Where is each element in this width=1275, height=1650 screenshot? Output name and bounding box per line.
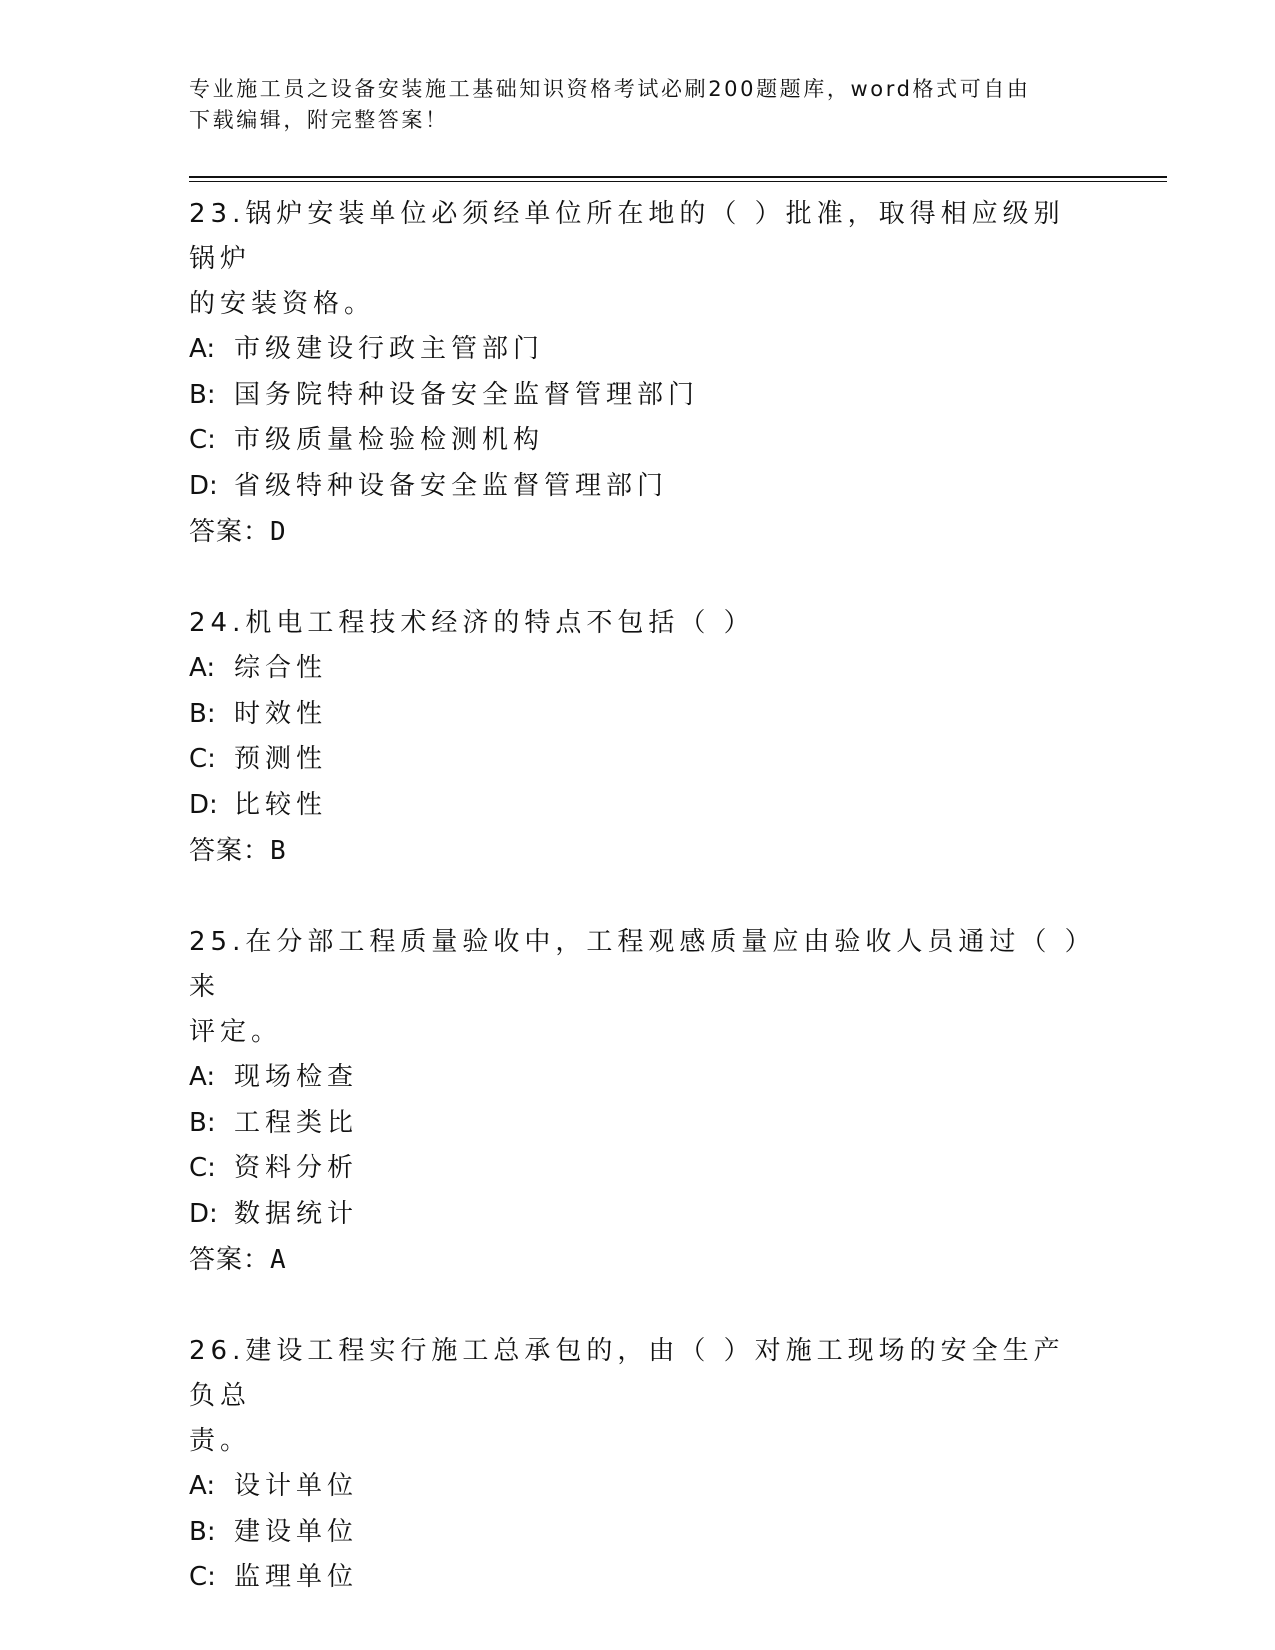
question-stem-line-1: 24.机电工程技术经济的特点不包括（ ） bbox=[189, 608, 755, 638]
answer-value: B bbox=[270, 836, 287, 866]
option-text: 省级特种设备安全监督管理部门 bbox=[234, 470, 669, 501]
question-23 bbox=[189, 192, 1089, 555]
option-text: 国务院特种设备安全监督管理部门 bbox=[234, 379, 700, 410]
header-divider-thin bbox=[189, 181, 1167, 182]
option-letter: D: bbox=[189, 789, 218, 820]
question-stem bbox=[189, 920, 1089, 1055]
option-text: 建设单位 bbox=[234, 1516, 359, 1547]
option-text: 综合性 bbox=[234, 653, 328, 683]
option-letter: B: bbox=[189, 1516, 216, 1547]
question-stem-line-1: 23.锅炉安装单位必须经单位所在地的（ ）批准，取得相应级别锅炉 bbox=[189, 199, 1065, 274]
answer-label: 答案： bbox=[189, 836, 271, 866]
header-line-2: 下载编辑，附完整答案！ bbox=[189, 108, 449, 132]
option-b bbox=[189, 373, 1089, 419]
header-line-1: 专业施工员之设备安装施工基础知识资格考试必刷200题题库，word格式可自由 bbox=[189, 77, 1031, 101]
option-letter: D: bbox=[189, 470, 218, 501]
option-letter: C: bbox=[189, 425, 216, 455]
option-b bbox=[189, 1510, 1089, 1556]
question-stem bbox=[189, 192, 1089, 327]
answer-line bbox=[189, 828, 1089, 874]
option-letter: C: bbox=[189, 1562, 216, 1592]
option-letter: A: bbox=[189, 334, 216, 364]
option-d bbox=[189, 464, 1089, 510]
option-text: 工程类比 bbox=[234, 1107, 359, 1138]
option-letter: A: bbox=[189, 1062, 216, 1092]
option-b bbox=[189, 692, 1089, 738]
option-c bbox=[189, 1146, 1089, 1192]
option-letter: C: bbox=[189, 1153, 216, 1183]
option-letter: C: bbox=[189, 744, 216, 774]
option-text: 市级质量检验检测机构 bbox=[234, 425, 545, 455]
option-letter: A: bbox=[189, 653, 216, 683]
question-stem-line-2: 评定。 bbox=[189, 1017, 283, 1047]
option-text: 现场检查 bbox=[234, 1062, 359, 1092]
option-d bbox=[189, 1192, 1089, 1238]
option-text: 时效性 bbox=[234, 698, 328, 729]
option-c bbox=[189, 737, 1089, 783]
option-letter: A: bbox=[189, 1471, 216, 1501]
answer-line bbox=[189, 1237, 1089, 1283]
option-d bbox=[189, 783, 1089, 829]
option-text: 设计单位 bbox=[234, 1471, 359, 1501]
header-divider-thick bbox=[189, 176, 1167, 178]
question-list bbox=[189, 192, 1089, 1647]
question-26 bbox=[189, 1329, 1089, 1601]
option-letter: B: bbox=[189, 698, 216, 729]
option-text: 数据统计 bbox=[234, 1198, 359, 1229]
answer-value: A bbox=[270, 1245, 287, 1275]
option-letter: B: bbox=[189, 379, 216, 410]
option-text: 比较性 bbox=[234, 789, 328, 820]
question-stem bbox=[189, 1329, 1089, 1464]
option-c bbox=[189, 418, 1089, 464]
answer-value: D bbox=[270, 517, 287, 547]
option-letter: D: bbox=[189, 1198, 218, 1229]
question-stem-line-2: 责。 bbox=[189, 1426, 252, 1456]
question-25 bbox=[189, 920, 1089, 1283]
question-stem-line-2: 的安装资格。 bbox=[189, 289, 376, 319]
option-a bbox=[189, 646, 1089, 692]
answer-line bbox=[189, 509, 1089, 555]
option-a bbox=[189, 1464, 1089, 1510]
option-c bbox=[189, 1555, 1089, 1601]
question-24 bbox=[189, 601, 1089, 874]
option-a bbox=[189, 1055, 1089, 1101]
document-header bbox=[189, 74, 1089, 136]
question-stem bbox=[189, 601, 1089, 646]
option-text: 监理单位 bbox=[234, 1562, 359, 1592]
answer-label: 答案： bbox=[189, 1245, 271, 1275]
option-text: 预测性 bbox=[234, 744, 328, 774]
option-text: 资料分析 bbox=[234, 1153, 359, 1183]
question-stem-line-1: 26.建设工程实行施工总承包的，由（ ）对施工现场的安全生产负总 bbox=[189, 1336, 1065, 1411]
answer-label: 答案： bbox=[189, 517, 271, 547]
option-letter: B: bbox=[189, 1107, 216, 1138]
option-a bbox=[189, 327, 1089, 373]
option-text: 市级建设行政主管部门 bbox=[234, 334, 545, 364]
question-stem-line-1: 25.在分部工程质量验收中，工程观感质量应由验收人员通过（ ）来 bbox=[189, 927, 1083, 1002]
option-b bbox=[189, 1101, 1089, 1147]
